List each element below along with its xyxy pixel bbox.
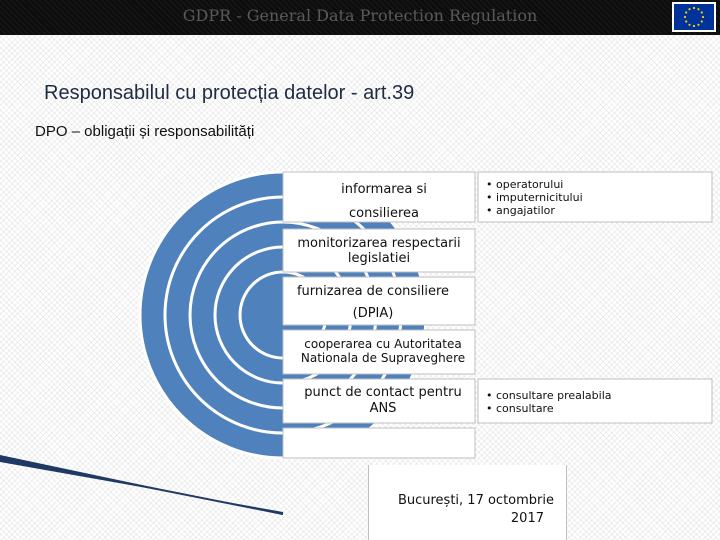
item-5-label	[290, 385, 476, 417]
bullet-bottom-2: • consultare	[486, 402, 612, 415]
footer-date	[378, 492, 554, 528]
item-2-line1: monitorizarea respectarii	[297, 236, 461, 251]
item-5-line2: ANS	[369, 401, 397, 416]
bullet-top-3: • angajatilor	[486, 204, 583, 217]
footer-line2: 2017	[510, 511, 544, 526]
item-2-label	[288, 236, 470, 266]
item-1-line1: informarea si	[341, 182, 427, 197]
item-3-line2: (DPIA)	[352, 306, 394, 321]
band-6	[283, 428, 475, 458]
item-5-line1: punct de contact pentru	[304, 385, 462, 400]
bullet-top-1: • operatorului	[486, 178, 583, 191]
slide-subtitle: DPO – obligații și responsabilități	[35, 123, 255, 140]
item-2-line2: legislatiei	[347, 251, 411, 266]
item-1-line2: consilierea	[349, 206, 419, 221]
header-title: GDPR - General Data Protection Regulation	[182, 6, 538, 25]
item-3-label	[288, 281, 458, 325]
footer-line1: București, 17 octombrie	[397, 493, 554, 508]
item-4-line2: Nationala de Supraveghere	[300, 351, 466, 365]
bullet-bottom-1: • consultare prealabila	[486, 389, 612, 402]
item-4-label	[286, 337, 480, 365]
bullets-bottom	[486, 389, 612, 415]
item-1-label	[324, 178, 444, 226]
item-4-line1: cooperarea cu Autoritatea	[304, 337, 462, 351]
slide-title: Responsabilul cu protecția datelor - art.39	[44, 82, 415, 104]
bullet-top-2: • imputernicitului	[486, 191, 583, 204]
item-3-line1: furnizarea de consiliere	[296, 284, 450, 299]
bullets-top	[486, 178, 583, 217]
pointer-line	[0, 458, 283, 514]
